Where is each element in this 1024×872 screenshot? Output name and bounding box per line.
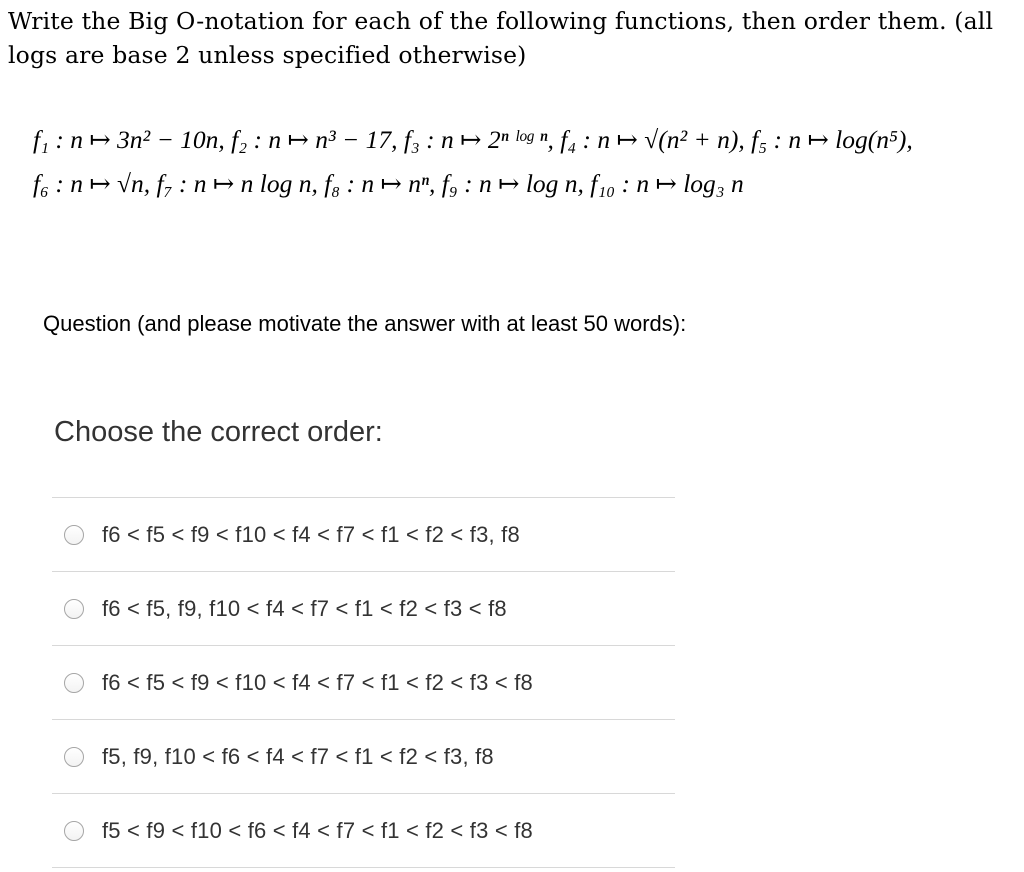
answer-option-label: f5, f9, f10 < f6 < f4 < f7 < f1 < f2 < f3, f8 — [102, 743, 494, 769]
answer-option-label: f6 < f5 < f9 < f10 < f4 < f7 < f1 < f2 < f3, f8 — [102, 521, 520, 547]
question-text: Question (and please motivate the answer with at least 50 words): — [43, 311, 687, 336]
problem-statement: Write the Big O-notation for each of the following functions, then order them. (all logs are base 2 unless specified otherwise) — [8, 7, 994, 69]
answer-option-4[interactable] — [52, 720, 675, 794]
radio-button-icon[interactable] — [64, 525, 84, 545]
functions-line-2: f₆ : n ↦ √n, f₇ : n ↦ n log n, f₈ : n ↦ nⁿ, f₉ : n ↦ log n, f₁₀ : n ↦ log₃ n — [33, 169, 744, 198]
answer-option-label: f6 < f5, f9, f10 < f4 < f7 < f1 < f2 < f3 < f8 — [102, 595, 507, 621]
answer-option-2[interactable] — [52, 572, 675, 646]
answer-option-1[interactable] — [52, 498, 675, 572]
radio-button-icon[interactable] — [64, 673, 84, 693]
radio-button-icon[interactable] — [64, 747, 84, 767]
radio-button-icon[interactable] — [64, 599, 84, 619]
choose-title: Choose the correct order: — [54, 416, 383, 448]
answer-options — [52, 497, 675, 868]
radio-button-icon[interactable] — [64, 821, 84, 841]
answer-option-5[interactable] — [52, 794, 675, 868]
answer-option-label: f5 < f9 < f10 < f6 < f4 < f7 < f1 < f2 < f3 < f8 — [102, 817, 533, 843]
answer-option-label: f6 < f5 < f9 < f10 < f4 < f7 < f1 < f2 < f3 < f8 — [102, 669, 533, 695]
functions-line-1: f₁ : n ↦ 3n² − 10n, f₂ : n ↦ n³ − 17, f₃ : n ↦ 2ⁿ ˡᵒᵍ ⁿ, f₄ : n ↦ √(n² + n), f₅ : n ↦ log(n⁵), — [33, 125, 913, 154]
answer-option-3[interactable] — [52, 646, 675, 720]
